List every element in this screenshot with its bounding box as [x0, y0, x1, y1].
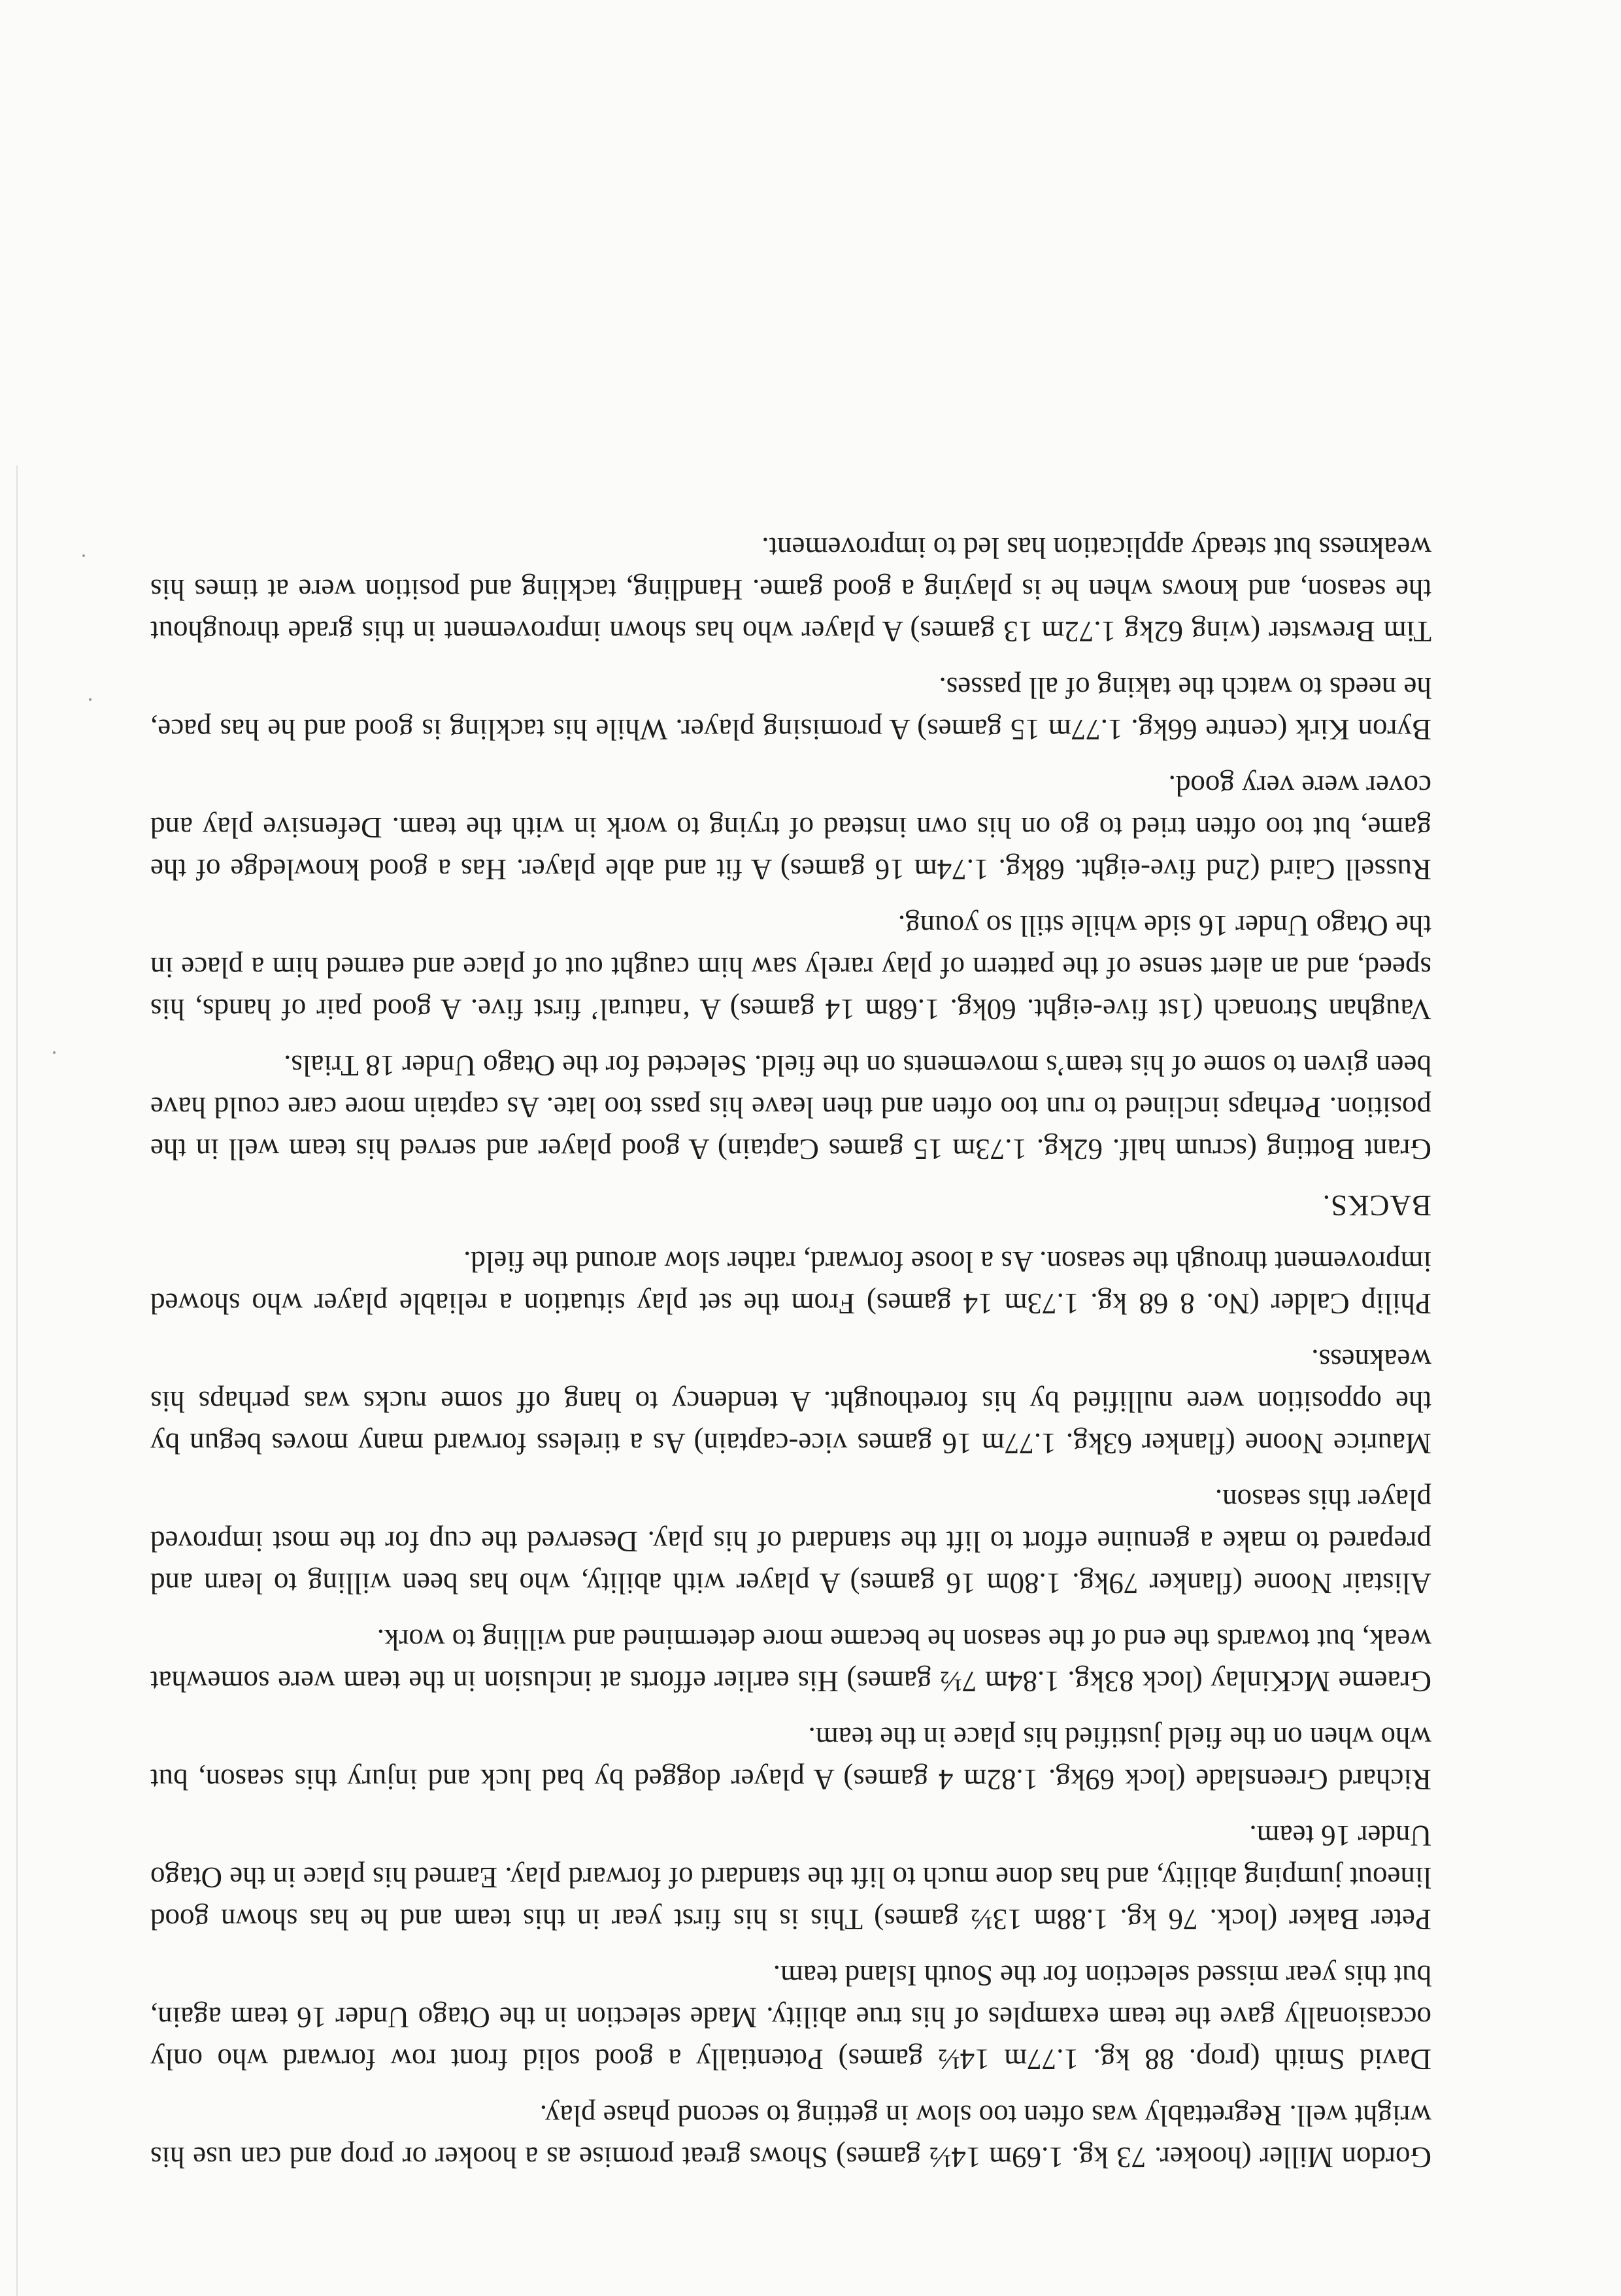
- player-entry-grant-botting: Grant Botting (scrum half. 62kg. 1.73m 15 games Captain) A good player and served his team well in the position. Perhaps inclined to run too often and then leave his pass too late. As captain more care could have been given to some of his team’s movements on the field. Selected for the Otago Under 18 Trials.: [150, 1049, 1431, 1166]
- document-body: [150, 152, 1431, 2178]
- player-entry-gordon-miller: Gordon Miller (hooker. 73 kg. 1.69m 14½ games) Shows great promise as a hooker or prop and can use his wright well. Regrettably was often too slow in getting to second phase play.: [150, 2099, 1431, 2174]
- player-entry-byron-kirk: Byron Kirk (centre 66kg. 1.77m 15 games) A promising player. While his tackling is good and he has pace, he needs to watch the taking of all passes.: [150, 671, 1431, 746]
- player-entry-maurice-noone: Maurice Noone (flanker 63kg. 1.77m 16 games vice-captain) As a tireless forward many moves begun by the opposition were nullified by his forethought. A tendency to hang off some rucks was perhaps his weakness.: [150, 1343, 1431, 1460]
- scan-speck: [89, 698, 92, 701]
- player-entry-vaughan-stronach: Vaughan Stronach (1st five-eight. 60kg. 1.68m 14 games) A ‘natural’ first five. A good pair of hands, his speed, and an alert sense of the pattern of play rarely saw him caught out of place and earned him a place in the Otago Under 16 side while still so young.: [150, 909, 1431, 1026]
- player-entry-david-smith: David Smith (prop. 88 kg. 1.77m 14½ games) Potentially a good solid front row forward who only occasionally gave the team examples of his true ability. Made selection in the Otago Under 16 team again, but this year missed selection for the South Island team.: [150, 1959, 1431, 2076]
- player-entry-graeme-mckinlay: Graeme McKinlay (lock 83kg. 1.84m 7½ games) His earlier efforts at inclusion in the team were somewhat weak, but towards the end of the season he became more determined and willing to work.: [150, 1623, 1431, 1698]
- player-entry-peter-baker: Peter Baker (lock. 76 kg. 1.88m 13½ games) This is his first year in this team and he has shown good lineout jumping ability, and has done much to lift the standard of forward play. Earned his place in the Otago Under 16 team.: [150, 1819, 1431, 1936]
- scan-speck: [53, 1051, 56, 1054]
- player-entry-philip-calder: Philip Calder (No. 8 68 kg. 1.73m 14 games) From the set play situation a reliable player who showed improvement through the season. As a loose forward, rather slow around the field.: [150, 1245, 1431, 1320]
- player-entry-russell-caird: Russell Caird (2nd five-eight. 68kg. 1.74m 16 games) A fit and able player. Has a good knowledge of the game, but too often tried to go on his own instead of trying to work in with the team. Defensive play and cover were very good.: [150, 769, 1431, 886]
- scan-edge-line: [16, 465, 18, 2296]
- player-entry-alistair-noone: Alistair Noone (flanker 79kg. 1.80m 16 games) A player with ability, who has been willing to learn and prepared to make a genuine effort to lift the standard of his play. Deserved the cup for the most improved player this season.: [150, 1483, 1431, 1600]
- player-entry-tim-brewster: Tim Brewster (wing 62kg 1.72m 13 games) A player who has shown improvement in this grade throughout the season, and knows when he is playing a good game. Handling, tackling and position were at times his weakness but steady application has led to improvement.: [150, 532, 1431, 648]
- player-entry-richard-greenslade: Richard Greenslade (lock 69kg. 1.82m 4 games) A player dogged by bad luck and injury this season, but who when on the field justified his place in the team.: [150, 1721, 1431, 1796]
- scan-speck: [82, 554, 85, 557]
- section-heading-backs: BACKS.: [1322, 1189, 1431, 1222]
